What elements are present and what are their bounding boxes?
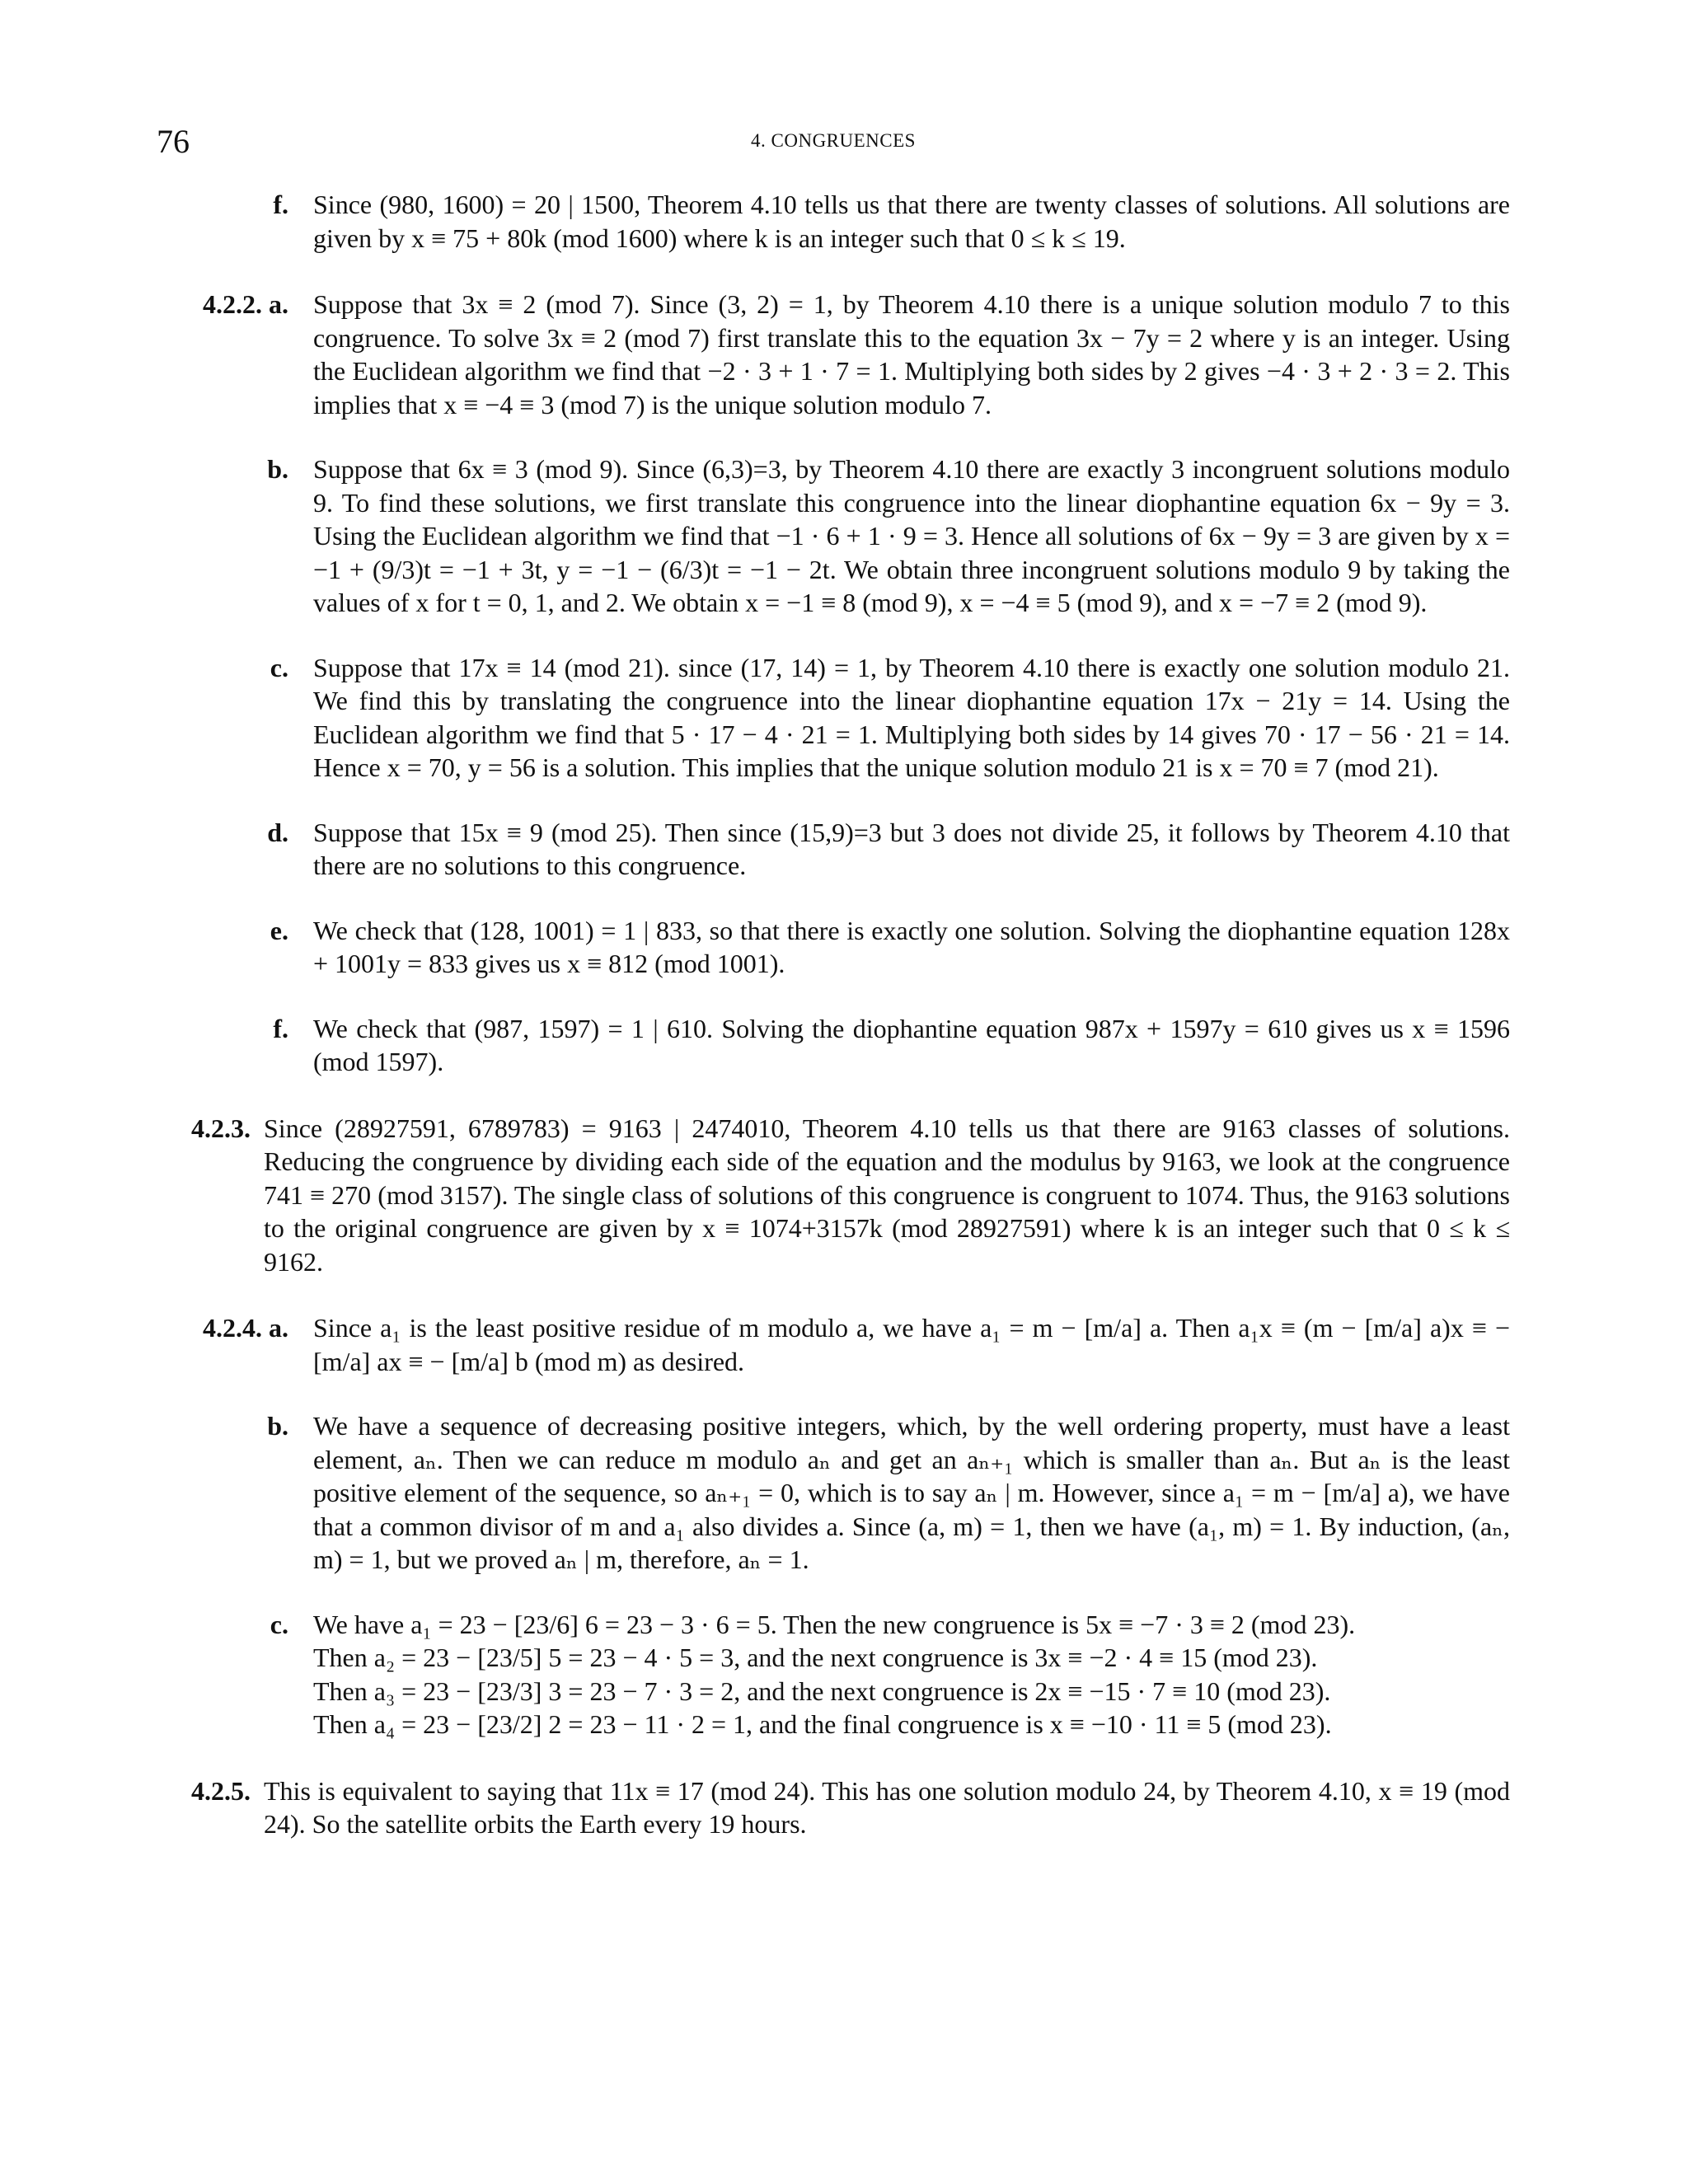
item-label: c.	[270, 652, 288, 682]
item-text: Suppose that 3x ≡ 2 (mod 7). Since (3, 2) = 1, by Theorem 4.10 there is a unique solution modulo 7 to this congruence. To solve 3x ≡ 2 (mod 7) first translate this to the equation 3x − 7y = 2 where y is an integer. Using the Euclidean algorithm we find that −2 · 3 + 1 · 7 = 1. Multiplying both sides by 2 gives −4 · 3 + 2 · 3 = 2. This implies that x ≡ −4 ≡ 3 (mod 7) is the unique solution modulo 7.	[313, 289, 1510, 419]
solution-4-2-4c	[191, 1608, 1510, 1741]
item-label: 4.2.5.	[191, 1775, 251, 1806]
item-text: Since a₁ is the least positive residue of m modulo a, we have a₁ = m − [m/a] a. Then a₁x ≡ (m − [m/a] a)x ≡ − [m/a] ax ≡ − [m/a] b (mod m) as desired.	[313, 1313, 1510, 1376]
item-label: d.	[267, 817, 288, 847]
solution-4-2-2f	[191, 1012, 1510, 1079]
solution-4-2-2c	[191, 651, 1510, 785]
item-line: Then a₂ = 23 − [23/5] 5 = 23 − 4 · 5 = 3, and the next congruence is 3x ≡ −2 · 4 ≡ 15 (mod 23).	[313, 1643, 1318, 1672]
item-label: b.	[267, 1411, 288, 1441]
solution-4-2-2b	[191, 452, 1510, 620]
item-label: 4.2.4. a.	[203, 1313, 288, 1343]
solution-4-2-2e	[191, 914, 1510, 981]
item-label: f.	[273, 190, 288, 219]
solution-4-2-2d	[191, 816, 1510, 883]
solutions-text	[191, 188, 1510, 1841]
item-label: b.	[267, 454, 288, 484]
solution-4-2-3	[191, 1112, 1510, 1279]
page-number: 76	[157, 123, 190, 160]
item-text: We have a sequence of decreasing positive integers, which, by the well ordering property, must have a least element, aₙ. Then we can reduce m modulo aₙ and get an aₙ₊₁ which is smaller than aₙ. But aₙ is the least positive element of the sequence, so aₙ₊₁ = 0, which is to say aₙ | m. However, since a₁ = m − [m/a] a), we have that a common divisor of m and a₁ also divides a. Since (a, m) = 1, then we have (a₁, m) = 1. By induction, (aₙ, m) = 1, but we proved aₙ | m, therefore, aₙ = 1.	[313, 1411, 1510, 1574]
solution-4-2-5	[191, 1774, 1510, 1841]
solution-4-2-1f	[191, 188, 1510, 255]
item-text: Since (980, 1600) = 20 | 1500, Theorem 4.10 tells us that there are twenty classes of solutions. All solutions are given by x ≡ 75 + 80k (mod 1600) where k is an integer such that 0 ≤ k ≤ 19.	[313, 190, 1510, 253]
item-line: We have a₁ = 23 − [23/6] 6 = 23 − 3 · 6 = 5. Then the new congruence is 5x ≡ −7 · 3 ≡ 2 (mod 23).	[313, 1609, 1356, 1639]
solution-4-2-4a	[191, 1311, 1510, 1378]
item-label: c.	[270, 1609, 288, 1639]
item-text: This is equivalent to saying that 11x ≡ 17 (mod 24). This has one solution modulo 24, by Theorem 4.10, x ≡ 19 (mod 24). So the satellite orbits the Earth every 19 hours.	[264, 1775, 1510, 1839]
item-line: Then a₄ = 23 − [23/2] 2 = 23 − 11 · 2 = 1, and the final congruence is x ≡ −10 · 11 ≡ 5 (mod 23).	[313, 1709, 1332, 1739]
running-head: 4. CONGRUENCES	[751, 130, 916, 151]
item-label: 4.2.2. a.	[203, 289, 288, 319]
page-header	[157, 122, 1510, 163]
item-text: Suppose that 6x ≡ 3 (mod 9). Since (6,3)=3, by Theorem 4.10 there are exactly 3 incongruent solutions modulo 9. To find these solutions, we first translate this congruence into the linear diophantine equation 6x − 9y = 3. Using the Euclidean algorithm we find that −1 · 6 + 1 · 9 = 3. Hence all solutions of 6x − 9y = 3 are given by x = −1 + (9/3)t = −1 + 3t, y = −1 − (6/3)t = −1 − 2t. We obtain three incongruent solutions modulo 9 by taking the values of x for t = 0, 1, and 2. We obtain x = −1 ≡ 8 (mod 9), x = −4 ≡ 5 (mod 9), and x = −7 ≡ 2 (mod 9).	[313, 454, 1510, 617]
item-text: Suppose that 17x ≡ 14 (mod 21). since (17, 14) = 1, by Theorem 4.10 there is exactly one solution modulo 21. We find this by translating the congruence into the linear diophantine equation 17x − 21y = 14. Using the Euclidean algorithm we find that 5 · 17 − 4 · 21 = 1. Multiplying both sides by 14 gives 70 · 17 − 56 · 21 = 14. Hence x = 70, y = 56 is a solution. This implies that the unique solution modulo 21 is x = 70 ≡ 7 (mod 21).	[313, 652, 1510, 782]
item-text: We check that (128, 1001) = 1 | 833, so that there is exactly one solution. Solving the diophantine equation 128x + 1001y = 833 gives us x ≡ 812 (mod 1001).	[313, 915, 1510, 978]
item-line: Then a₃ = 23 − [23/3] 3 = 23 − 7 · 3 = 2, and the next congruence is 2x ≡ −15 · 7 ≡ 10 (mod 23).	[313, 1675, 1331, 1706]
item-text: Since (28927591, 6789783) = 9163 | 2474010, Theorem 4.10 tells us that there are 9163 classes of solutions. Reducing the congruence by dividing each side of the equation and the modulus by 9163, we look at the congruence 741 ≡ 270 (mod 3157). The single class of solutions of this congruence is congruent to 1074. Thus, the 9163 solutions to the original congruence are given by x ≡ 1074+3157k (mod 28927591) where k is an integer such that 0 ≤ k ≤ 9162.	[264, 1113, 1510, 1277]
item-label: e.	[270, 915, 288, 945]
item-label: 4.2.3.	[191, 1113, 251, 1143]
item-text: We check that (987, 1597) = 1 | 610. Solving the diophantine equation 987x + 1597y = 610 gives us x ≡ 1596 (mod 1597).	[313, 1013, 1510, 1076]
solution-4-2-4b	[191, 1409, 1510, 1577]
item-text: Suppose that 15x ≡ 9 (mod 25). Then since (15,9)=3 but 3 does not divide 25, it follows by Theorem 4.10 that there are no solutions to this congruence.	[313, 817, 1510, 880]
item-label: f.	[273, 1013, 288, 1043]
solution-4-2-2a	[191, 288, 1510, 421]
